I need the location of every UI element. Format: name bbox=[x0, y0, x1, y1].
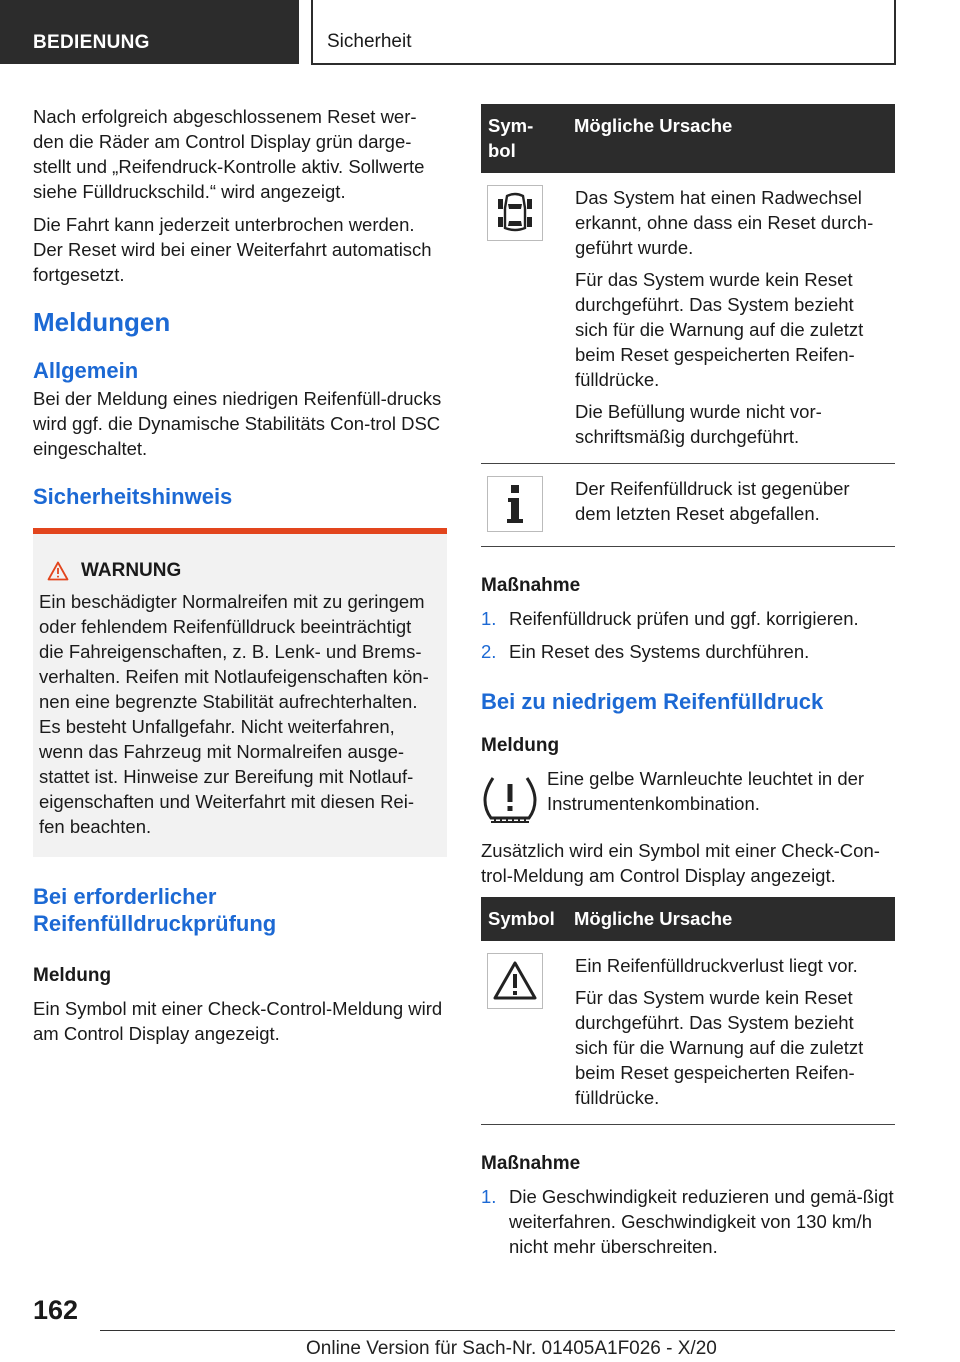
warning-title: WARNUNG bbox=[81, 560, 182, 581]
heading-meldungen: Meldungen bbox=[33, 307, 171, 337]
warning-triangle-icon bbox=[47, 561, 69, 581]
heading-meldung-left: Meldung bbox=[33, 965, 112, 986]
heading-allgemein: Allgemein bbox=[33, 358, 139, 383]
table-row bbox=[481, 173, 895, 464]
paragraph-zusatz: Zusätzlich wird ein Symbol mit einer Check-Con-trol-Meldung am Control Display angezeigt. bbox=[481, 840, 880, 886]
right-column bbox=[481, 104, 895, 1267]
header-section: BEDIENUNG bbox=[0, 0, 299, 64]
table2-row1-text2: Für das System wurde kein Reset durchgeführt. Das System bezieht sich für die Warnung auf die zuletzt beim Reset gespeicherten Reifen-fülldrücke. bbox=[575, 987, 864, 1108]
heading-niedrig: Bei zu niedrigem Reifenfülldruck bbox=[481, 689, 824, 714]
heading-meldung-right: Meldung bbox=[481, 735, 560, 756]
list-item: 2. Ein Reset des Systems durchführen. bbox=[481, 641, 810, 662]
table1-row1-text2: Für das System wurde kein Reset durchgeführt. Das System bezieht sich für die Warnung auf die zuletzt beim Reset gespeicherten Reifen-fülldrücke. bbox=[575, 269, 864, 390]
symbol-table-1 bbox=[481, 104, 895, 547]
car-wheel-change-icon bbox=[487, 185, 543, 241]
footer-divider bbox=[100, 1330, 895, 1331]
table1-header-cause: Mögliche Ursache bbox=[567, 104, 895, 173]
footer-text: Online Version für Sach-Nr. 01405A1F026 - X/20 bbox=[306, 1338, 717, 1359]
header-chapter: Sicherheit bbox=[311, 0, 896, 65]
table1-header-symbol: Sym-bol bbox=[481, 104, 567, 173]
warning-triangle-icon bbox=[487, 953, 543, 1009]
tire-pressure-warning-icon bbox=[481, 770, 539, 828]
table2-header-symbol: Symbol bbox=[481, 897, 567, 941]
paragraph-dsc: Bei der Meldung eines niedrigen Reifenfüll-drucks wird ggf. die Dynamische Stabilitäts Con-trol DSC eingeschaltet. bbox=[33, 388, 442, 459]
heading-massnahme-1: Maßnahme bbox=[481, 575, 581, 596]
warning-box bbox=[33, 528, 447, 857]
list-item: 1. Die Geschwindigkeit reduzieren und gemä-ßigt weiterfahren. Geschwindigkeit von 130 km/h nicht mehr überschreiten. bbox=[481, 1186, 894, 1257]
paragraph-interrupt: Die Fahrt kann jederzeit unterbrochen werden. Der Reset wird bei einer Weiterfahrt automatisch fortgesetzt. bbox=[33, 214, 432, 285]
heading-massnahme-2: Maßnahme bbox=[481, 1153, 581, 1174]
info-icon bbox=[487, 476, 543, 532]
left-column bbox=[33, 104, 447, 1054]
table1-row2-text1: Der Reifenfülldruck ist gegenüber dem letzten Reset abgefallen. bbox=[575, 478, 850, 524]
warning-header bbox=[39, 558, 439, 583]
page-number: 162 bbox=[33, 1295, 79, 1325]
heading-sicherheitshinweis: Sicherheitshinweis bbox=[33, 484, 233, 509]
table-row bbox=[481, 941, 895, 1125]
paragraph-reset-success: Nach erfolgreich abgeschlossenem Reset wer-den die Räder am Control Display grün darge-stellt und „Reifendruck-Kontrolle aktiv. Sollwerte siehe Fülldruckschild.“ wird angezeigt. bbox=[33, 106, 425, 202]
table1-row1-text3: Die Befüllung wurde nicht vor-schriftsmäßig durchgeführt. bbox=[575, 401, 822, 447]
warning-text: Ein beschädigter Normalreifen mit zu geringem oder fehlendem Reifenfülldruck beeinträchtigt die Fahreigenschaften, z. B. Lenk- und Brems-verhalten. Reifen mit Notlaufeigenschaften kön-nen eine begrenzte Stabilität aufrechterhalten. Es besteht Unfallgefahr. Nicht weiterfahren, wenn das Fahrzeug mit Normalreifen ausge-stattet ist. Hinweise zur Bereifung mit Notlauf-eigenschaften und Weiterfahrt mit diesen Rei-fen beachten. bbox=[39, 591, 429, 837]
paragraph-check-control: Ein Symbol mit einer Check-Control-Meldung wird am Control Display angezeigt. bbox=[33, 998, 443, 1044]
table-row bbox=[481, 464, 895, 547]
list-item: 1. Reifenfülldruck prüfen und ggf. korrigieren. bbox=[481, 608, 859, 629]
meldung-text: Eine gelbe Warnleuchte leuchtet in der Instrumentenkombination. bbox=[547, 768, 865, 814]
massnahme-list-1 bbox=[481, 606, 895, 664]
table1-row1-text1: Das System hat einen Radwechsel erkannt, ohne dass ein Reset durch-geführt wurde. bbox=[575, 187, 874, 258]
massnahme-list-2 bbox=[481, 1184, 895, 1259]
table2-header-cause: Mögliche Ursache bbox=[567, 897, 895, 941]
table2-row1-text1: Ein Reifenfülldruckverlust liegt vor. bbox=[575, 955, 858, 976]
symbol-table-2 bbox=[481, 897, 895, 1125]
heading-erforderlich: Bei erforderlicher Reifenfülldruckprüfung bbox=[33, 884, 277, 936]
